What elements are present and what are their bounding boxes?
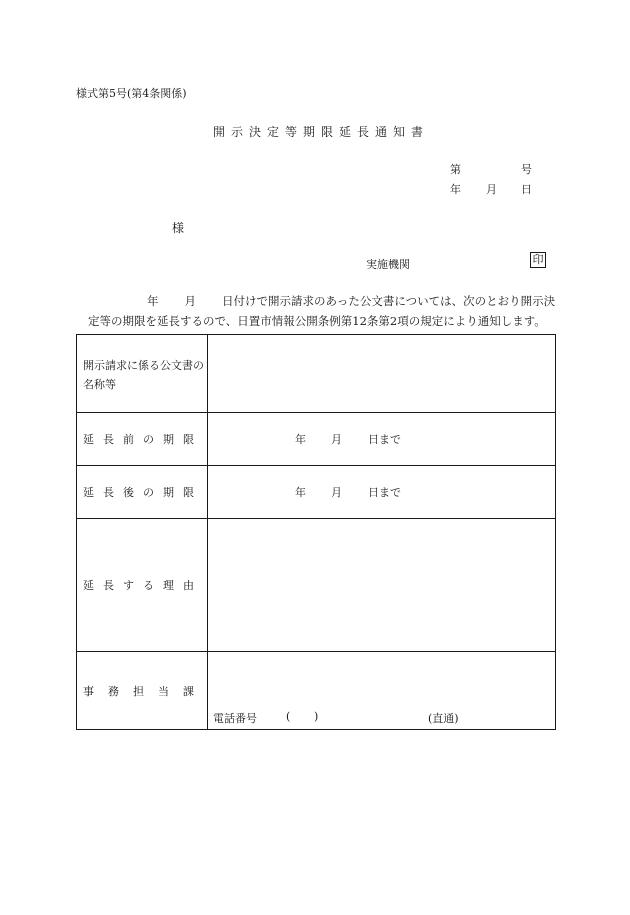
staff-division-label: 事務担当課 [83, 684, 208, 698]
issue-day-label: 日 [521, 183, 532, 196]
number-suffix: 号 [521, 163, 532, 176]
addressee-honorific: 様 [172, 221, 185, 235]
body-line1-rest: 日付けで開示請求のあった公文書については、次のとおり開示決 [222, 294, 556, 308]
reason-label: 延長する理由 [83, 579, 203, 592]
reason-label-cell [77, 519, 208, 652]
table-row [77, 519, 556, 652]
seal-stamp: 印 [530, 252, 546, 268]
issue-year-label: 年 [450, 183, 461, 196]
phone-paren-close: ) [314, 710, 319, 723]
org-label: 実施機関 [366, 258, 410, 271]
document-name-label-cell [77, 335, 208, 413]
number-prefix: 第 [450, 163, 461, 176]
document-name-value-cell[interactable] [208, 335, 556, 413]
body-year-label: 年 [147, 294, 159, 308]
table-row [77, 335, 556, 413]
table-row [77, 413, 556, 466]
deadline-after-day: 日まで [368, 486, 401, 499]
deadline-after-value-cell[interactable] [208, 466, 556, 519]
body-text-line1 [147, 293, 555, 309]
deadline-before-value-cell[interactable] [208, 413, 556, 466]
document-title: 開示決定等期限延長通知書 [212, 125, 429, 139]
deadline-before-day: 日まで [368, 433, 401, 446]
deadline-before-label: 延長前の期限 [83, 433, 203, 446]
form-number: 様式第5号(第4条関係) [76, 87, 187, 100]
phone-paren-open: ( [286, 710, 291, 723]
table-row [77, 466, 556, 519]
staff-division-value-cell[interactable] [208, 652, 556, 730]
table-row [77, 652, 556, 730]
deadline-after-year: 年 [295, 486, 306, 499]
deadline-before-label-cell [77, 413, 208, 466]
extension-form-table [76, 334, 556, 730]
direct-line-label: (直通) [428, 712, 459, 725]
deadline-after-label-cell [77, 466, 208, 519]
issue-month-label: 月 [486, 183, 497, 196]
body-month-label: 月 [184, 294, 196, 308]
document-name-label: 開示請求に係る公文書の名称等 [83, 358, 204, 391]
staff-division-label-cell [77, 652, 208, 730]
deadline-after-month: 月 [331, 486, 342, 499]
deadline-before-year: 年 [295, 433, 306, 446]
phone-label: 電話番号 [213, 712, 257, 725]
deadline-after-label: 延長後の期限 [83, 486, 203, 499]
deadline-before-month: 月 [331, 433, 342, 446]
body-text-line2: 定等の期限を延長するので、日置市情報公開条例第12条第2項の規定により通知します。 [88, 314, 546, 328]
reason-value-cell[interactable] [208, 519, 556, 652]
